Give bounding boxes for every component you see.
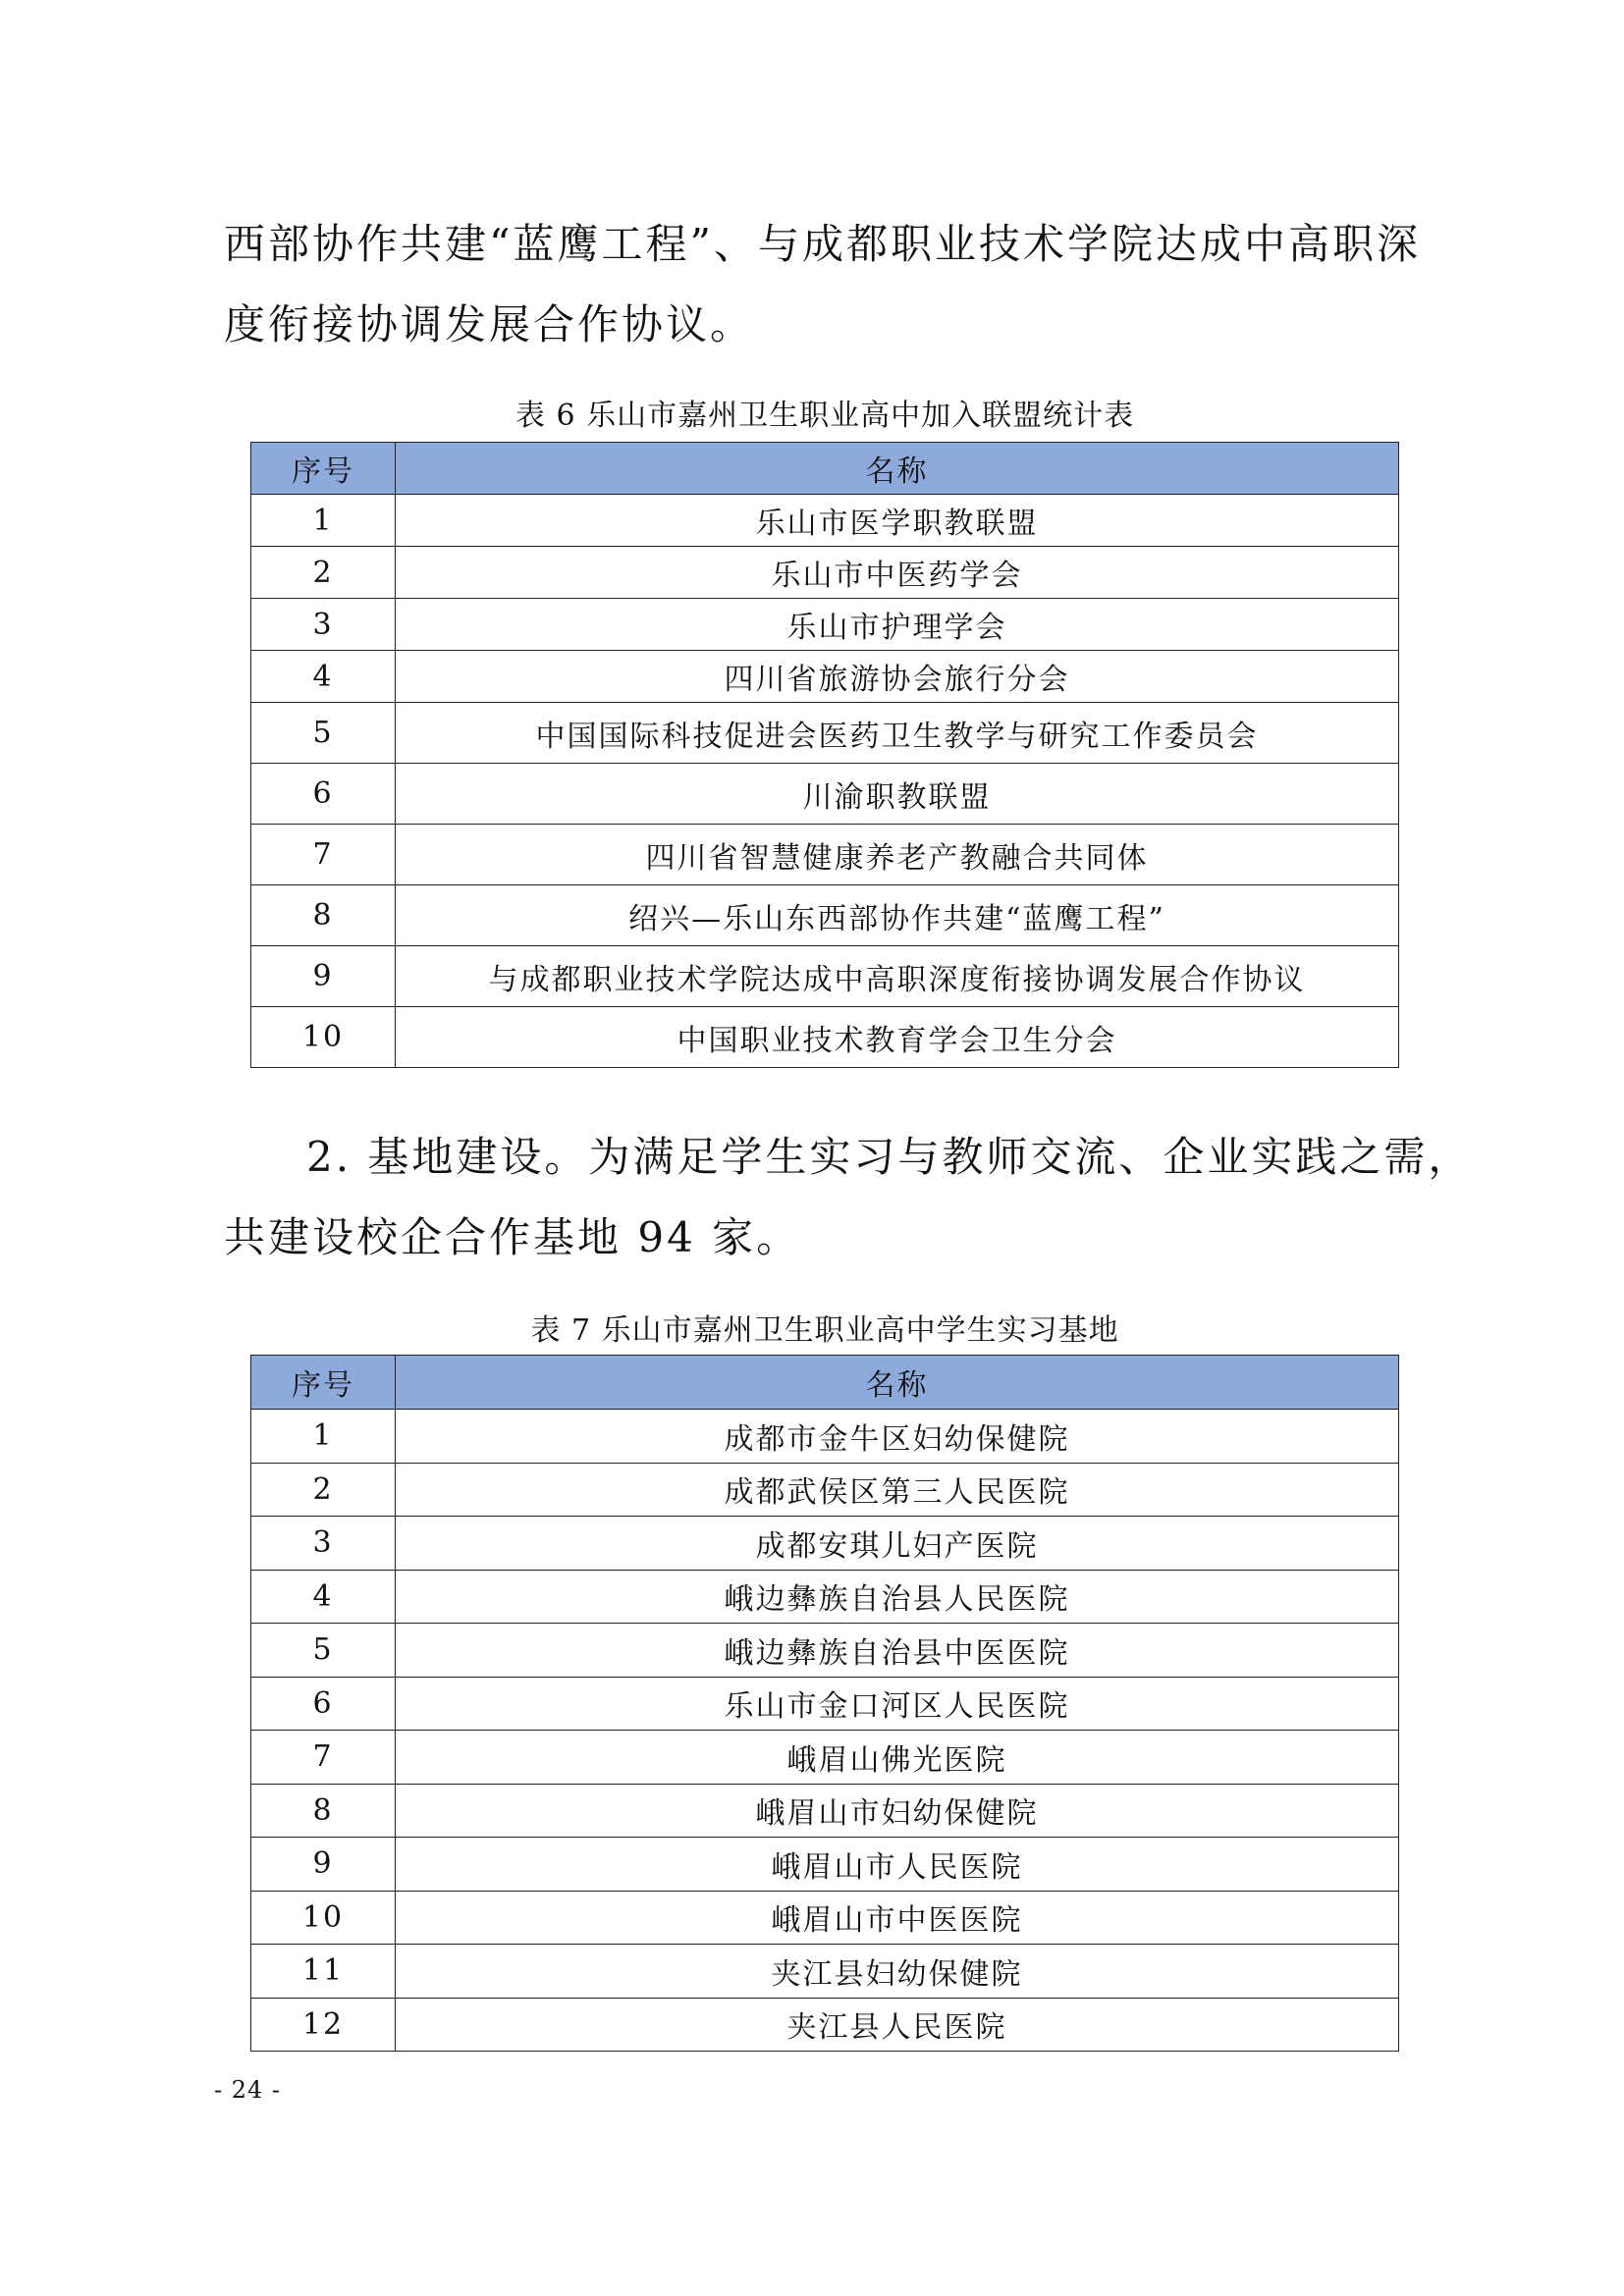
table6-caption: 表 6 乐山市嘉州卫生职业高中加入联盟统计表 [514,399,1135,433]
column-header-name: 名称 [396,1356,1399,1410]
row-number: 12 [251,1998,396,2052]
row-number: 4 [251,1570,396,1624]
row-number: 8 [251,1784,396,1838]
row-number: 5 [251,1624,396,1678]
row-name: 乐山市医学职教联盟 [396,495,1399,547]
row-number: 10 [251,1007,396,1068]
row-name: 夹江县人民医院 [396,1998,1399,2052]
row-number: 6 [251,1677,396,1731]
row-number: 5 [251,703,396,764]
table7-caption: 表 7 乐山市嘉州卫生职业高中学生实习基地 [530,1313,1119,1348]
table-row [251,1838,1399,1892]
table-header-row [251,1356,1399,1410]
row-number: 3 [251,1517,396,1571]
row-name: 成都安琪儿妇产医院 [396,1517,1399,1571]
table-row [251,1624,1399,1678]
body-paragraph-mid [224,1117,1473,1278]
row-name: 峨眉山市妇幼保健院 [396,1784,1399,1838]
row-number: 8 [251,885,396,946]
row-number: 3 [251,599,396,651]
row-number: 7 [251,1731,396,1785]
row-name: 乐山市金口河区人民医院 [396,1677,1399,1731]
row-name: 峨眉山市人民医院 [396,1838,1399,1892]
row-number: 9 [251,946,396,1007]
table-row [251,1410,1399,1464]
table-row [251,1998,1399,2052]
row-number: 4 [251,651,396,703]
table-row [251,885,1399,946]
row-name: 成都市金牛区妇幼保健院 [396,1410,1399,1464]
row-name: 峨边彝族自治县人民医院 [396,1570,1399,1624]
table-row [251,1517,1399,1571]
row-number: 1 [251,1410,396,1464]
row-number: 2 [251,547,396,599]
row-name: 夹江县妇幼保健院 [396,1945,1399,1999]
row-name: 乐山市护理学会 [396,599,1399,651]
row-name: 绍兴—乐山东西部协作共建“蓝鹰工程” [396,885,1399,946]
body-paragraph-top [224,204,1432,365]
table-row [251,1784,1399,1838]
table6 [250,442,1399,1068]
row-name: 川渝职教联盟 [396,764,1399,825]
table-header-row [251,443,1399,495]
row-name: 乐山市中医药学会 [396,547,1399,599]
table7 [250,1355,1399,2052]
row-name: 中国职业技术教育学会卫生分会 [396,1007,1399,1068]
column-header-number: 序号 [251,443,396,495]
table-row [251,703,1399,764]
row-name: 峨眉山市中医医院 [396,1891,1399,1945]
paragraph-line: 西部协作共建“蓝鹰工程”、与成都职业技术学院达成中高职深 [224,220,1421,268]
paragraph-line: 度衔接协调发展合作协议。 [224,300,755,348]
row-number: 6 [251,764,396,825]
row-number: 1 [251,495,396,547]
table-row [251,1891,1399,1945]
table-row [251,825,1399,885]
row-name: 与成都职业技术学院达成中高职深度衔接协调发展合作协议 [396,946,1399,1007]
table-row [251,599,1399,651]
column-header-name: 名称 [396,443,1399,495]
column-header-number: 序号 [251,1356,396,1410]
row-name: 成都武侯区第三人民医院 [396,1463,1399,1517]
row-name: 四川省旅游协会旅行分会 [396,651,1399,703]
paragraph-line: 共建设校企合作基地 94 家。 [224,1213,801,1261]
table-row [251,1677,1399,1731]
page-number: - 24 - [214,2076,282,2104]
table-row [251,1007,1399,1068]
table-row [251,1570,1399,1624]
row-number: 10 [251,1891,396,1945]
table-row [251,1945,1399,1999]
row-name: 中国国际科技促进会医药卫生教学与研究工作委员会 [396,703,1399,764]
table-row [251,764,1399,825]
row-name: 峨眉山佛光医院 [396,1731,1399,1785]
row-name: 峨边彝族自治县中医医院 [396,1624,1399,1678]
table-row [251,651,1399,703]
table-row [251,1731,1399,1785]
paragraph-line: 2. 基地建设。为满足学生实习与教师交流、企业实践之需， [306,1133,1473,1181]
row-number: 11 [251,1945,396,1999]
row-number: 2 [251,1463,396,1517]
table-row [251,495,1399,547]
table-row [251,547,1399,599]
table-row [251,1463,1399,1517]
row-number: 7 [251,825,396,885]
table-row [251,946,1399,1007]
row-name: 四川省智慧健康养老产教融合共同体 [396,825,1399,885]
row-number: 9 [251,1838,396,1892]
